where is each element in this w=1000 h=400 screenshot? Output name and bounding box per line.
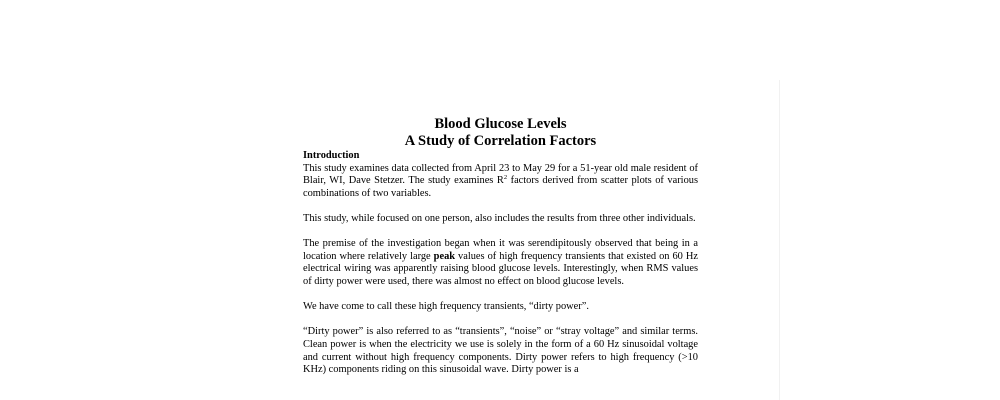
document-title-line-1: Blood Glucose Levels <box>434 116 567 132</box>
paragraph-text: The premise of the investigation began when it was serendipitously observed that being in a location where relatively large <box>303 238 698 262</box>
bold-peak: peak <box>433 250 456 262</box>
document-page <box>303 116 698 377</box>
paragraph-text: This study examines data collected from April 23 to May 29 for a 51-year old male resident of Blair, WI, Dave Stetzer. The study examines R <box>303 162 698 187</box>
paragraph-dirty-power-name: We have come to call these high frequency transients, “dirty power”. <box>303 301 589 313</box>
page-edge-line <box>779 80 780 400</box>
paragraph-study-overview <box>303 163 698 201</box>
paragraph-text: factors derived from scatter plots of various combinations of two variables. <box>303 175 699 199</box>
paragraph-dirty-power-definition: “Dirty power” is also referred to as “transients”, “noise” or “stray voltage” and similar terms. Clean power is when the electricity we use is solely in the form of a 60 Hz sinusoidal voltage and current without high frequency components. Dirty power refers to high frequency (>10 KHz) components riding on this sinusoidal wave. Dirty power is a <box>303 326 698 376</box>
paragraph-text: values of high frequency transients that existed on 60 Hz electrical wiring was apparently raising blood glucose levels. Interestingly, when RMS values of dirty power were used, there was almost no effect on blood glucose levels. <box>303 250 698 287</box>
paragraph-other-individuals: This study, while focused on one person, also includes the results from three other individuals. <box>303 212 696 224</box>
document-title-line-2: A Study of Correlation Factors <box>404 133 597 149</box>
superscript-2: 2 <box>503 174 508 182</box>
section-heading-introduction: Introduction <box>303 150 360 161</box>
paragraph-premise <box>303 238 698 288</box>
